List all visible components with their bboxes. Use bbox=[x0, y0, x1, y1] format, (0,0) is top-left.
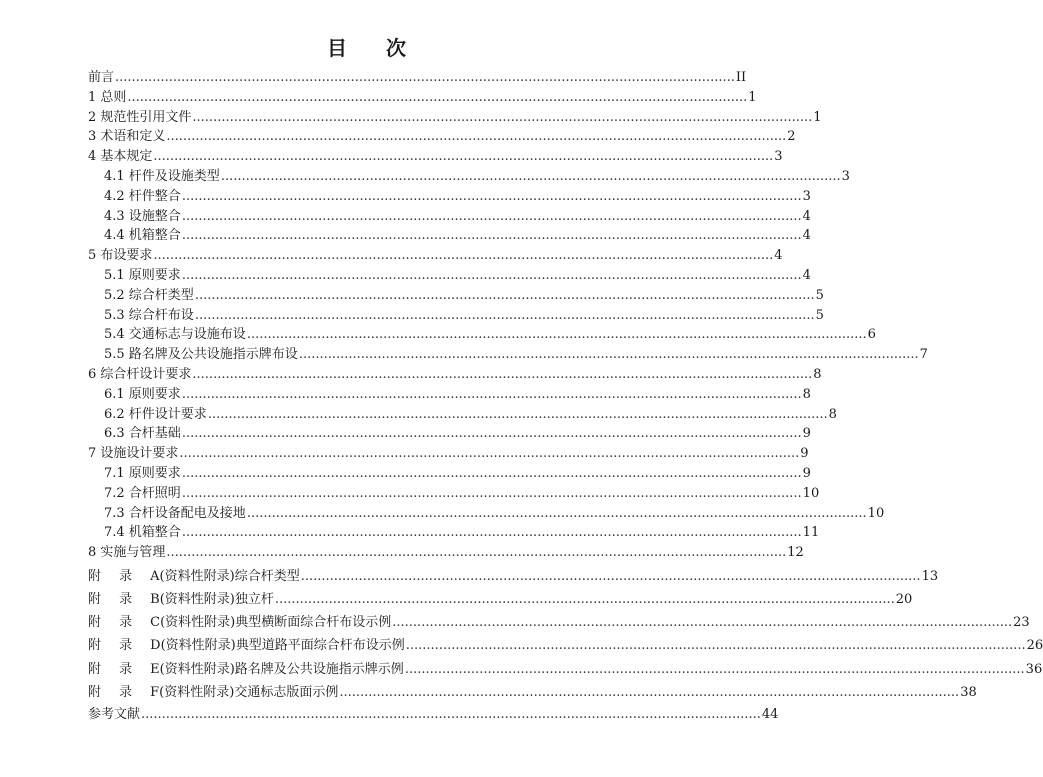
toc-entry[interactable] bbox=[88, 405, 837, 425]
toc-annex-entry[interactable] bbox=[88, 611, 1030, 634]
annex-key bbox=[88, 588, 160, 611]
page-title: 目 次 bbox=[327, 36, 422, 60]
toc-leader-dots: ...................................................................................................................................................... bbox=[404, 661, 1025, 677]
toc-entry[interactable] bbox=[88, 226, 811, 246]
annex-letter: D bbox=[150, 638, 161, 654]
toc-page-number: 13 bbox=[921, 568, 939, 584]
toc-entry-label: 5.3 综合杆布设 bbox=[104, 307, 194, 323]
toc-entry-label: 7.3 合杆设备配电及接地 bbox=[104, 505, 246, 521]
toc-entry[interactable] bbox=[88, 147, 783, 167]
toc-entry-label: 7.4 机箱整合 bbox=[104, 525, 181, 541]
toc-leader-dots: ...................................................................................................................................................... bbox=[179, 446, 800, 462]
toc-page-number: 5 bbox=[815, 307, 824, 323]
toc-entry-label: 4.3 设施整合 bbox=[104, 208, 181, 224]
toc-entry-label: 前言 bbox=[88, 70, 115, 85]
toc-entry-label: 4.4 机箱整合 bbox=[104, 228, 181, 244]
toc-leader-dots: ...................................................................................................................................................... bbox=[153, 149, 774, 165]
toc-leader-dots: ...................................................................................................................................................... bbox=[166, 129, 787, 145]
annex-title: 独立杆 bbox=[234, 592, 274, 608]
toc-entry[interactable] bbox=[88, 523, 820, 543]
toc-leader-dots: ...................................................................................................................................................... bbox=[115, 70, 735, 85]
annex-letter: E bbox=[150, 661, 160, 677]
toc-page-number: 4 bbox=[802, 267, 811, 283]
annex-prefix: 附 录 bbox=[88, 592, 133, 608]
toc-leader-dots: ...................................................................................................................................................... bbox=[246, 327, 867, 343]
toc-leader-dots: ...................................................................................................................................................... bbox=[339, 684, 960, 700]
toc-entry-label: 5 布设要求 bbox=[88, 248, 153, 264]
annex-letter: C bbox=[150, 615, 161, 631]
annex-title: 典型横断面综合杆布设示例 bbox=[235, 615, 392, 631]
toc-entry-label: 5.1 原则要求 bbox=[104, 267, 181, 283]
toc-annex-entry[interactable] bbox=[88, 658, 1043, 681]
toc-entry[interactable] bbox=[88, 424, 811, 444]
toc-page-number: 26 bbox=[1026, 638, 1043, 654]
toc-entry-label: 6.1 原则要求 bbox=[104, 386, 181, 402]
toc-entry-label: 1 总则 bbox=[88, 89, 127, 105]
toc-annex-entry[interactable] bbox=[88, 565, 939, 588]
toc-leader-dots: ...................................................................................................................................................... bbox=[141, 707, 761, 723]
toc-entry-label: 6.3 合杆基础 bbox=[104, 426, 181, 442]
toc-page-number: 5 bbox=[815, 287, 824, 303]
toc-entry-label: 7 设施设计要求 bbox=[88, 446, 179, 462]
toc-leader-dots: ...................................................................................................................................................... bbox=[181, 485, 802, 501]
toc-leader-dots: ...................................................................................................................................................... bbox=[246, 505, 867, 521]
toc-entry[interactable] bbox=[88, 207, 811, 227]
annex-letter: B bbox=[150, 592, 160, 608]
toc-page-number: 9 bbox=[800, 446, 809, 462]
toc-entry[interactable] bbox=[88, 325, 876, 345]
toc-leader-dots: ...................................................................................................................................................... bbox=[181, 188, 802, 204]
annex-key bbox=[88, 681, 159, 704]
toc-page-number: 44 bbox=[761, 707, 779, 723]
annex-prefix: 附 录 bbox=[88, 661, 133, 677]
toc-page-number: 4 bbox=[802, 228, 811, 244]
toc-leader-dots: ...................................................................................................................................................... bbox=[181, 525, 802, 541]
toc-entry-label: 7.1 原则要求 bbox=[104, 465, 181, 481]
toc-annex-entry[interactable] bbox=[88, 681, 977, 704]
toc-entry-label: 4 基本规定 bbox=[88, 149, 153, 165]
toc-entry[interactable] bbox=[88, 444, 809, 464]
toc-entry[interactable] bbox=[88, 306, 824, 326]
toc-page-number: 3 bbox=[802, 188, 811, 204]
toc-page-number: 3 bbox=[774, 149, 783, 165]
annex-type: (资料性附录) bbox=[160, 615, 236, 631]
toc-annexes bbox=[88, 565, 1043, 704]
toc-entry-label: 4.1 杆件及设施类型 bbox=[104, 168, 220, 184]
toc-leader-dots: ...................................................................................................................................................... bbox=[181, 386, 802, 402]
annex-key bbox=[88, 611, 160, 634]
annex-title: 典型道路平面综合杆布设示例 bbox=[235, 638, 405, 654]
annex-type: (资料性附录) bbox=[159, 684, 235, 700]
toc-leader-dots: ...................................................................................................................................................... bbox=[220, 168, 841, 184]
toc-entry[interactable] bbox=[88, 365, 822, 385]
toc-entry[interactable] bbox=[88, 345, 928, 365]
toc-leader-dots: ...................................................................................................................................................... bbox=[153, 248, 774, 264]
toc-annex-entry[interactable] bbox=[88, 588, 913, 611]
toc-leader-dots: ...................................................................................................................................................... bbox=[298, 347, 919, 363]
toc-leader-dots: ...................................................................................................................................................... bbox=[194, 287, 815, 303]
annex-prefix: 附 录 bbox=[88, 615, 133, 631]
toc-page-number: 6 bbox=[867, 327, 876, 343]
toc-entry[interactable] bbox=[88, 68, 747, 88]
toc-page-number: 1 bbox=[813, 109, 822, 125]
toc-entry-label: 7.2 合杆照明 bbox=[104, 485, 181, 501]
toc-page-number: 8 bbox=[828, 406, 837, 422]
toc-leader-dots: ...................................................................................................................................................... bbox=[181, 465, 802, 481]
toc-entry-label: 4.2 杆件整合 bbox=[104, 188, 181, 204]
toc-entry[interactable] bbox=[88, 266, 811, 286]
annex-title: 交通标志版面示例 bbox=[234, 684, 339, 700]
toc-page-number: 9 bbox=[802, 465, 811, 481]
toc-leader-dots: ...................................................................................................................................................... bbox=[181, 228, 802, 244]
annex-key bbox=[88, 658, 160, 681]
annex-key bbox=[88, 634, 161, 657]
annex-type: (资料性附录) bbox=[159, 592, 235, 608]
toc-page-number: 9 bbox=[802, 426, 811, 442]
table-of-contents bbox=[88, 68, 1043, 725]
toc-page-number: 11 bbox=[802, 525, 820, 541]
toc-entry[interactable] bbox=[88, 167, 850, 187]
toc-entry[interactable] bbox=[88, 543, 804, 563]
toc-entry[interactable] bbox=[88, 385, 811, 405]
annex-prefix: 附 录 bbox=[88, 638, 133, 654]
toc-page-number: 20 bbox=[895, 592, 913, 608]
toc-entry-label: 8 实施与管理 bbox=[88, 545, 166, 561]
toc-entry-label: 5.5 路名牌及公共设施指示牌布设 bbox=[104, 347, 298, 363]
toc-page-number: 8 bbox=[813, 366, 822, 382]
toc-page-number: 8 bbox=[802, 386, 811, 402]
toc-entry-label: 5.2 综合杆类型 bbox=[104, 287, 194, 303]
toc-page-number: 4 bbox=[774, 248, 783, 264]
toc-entry[interactable] bbox=[88, 187, 811, 207]
toc-entry[interactable] bbox=[88, 88, 757, 108]
toc-page-number: 7 bbox=[919, 347, 928, 363]
toc-leader-dots: ...................................................................................................................................................... bbox=[192, 366, 813, 382]
toc-leader-dots: ...................................................................................................................................................... bbox=[181, 267, 802, 283]
toc-page-number: 10 bbox=[802, 485, 820, 501]
annex-title: 路名牌及公共设施指示牌示例 bbox=[234, 661, 404, 677]
toc-leader-dots: ...................................................................................................................................................... bbox=[192, 109, 813, 125]
toc-page-number: 12 bbox=[787, 545, 804, 561]
toc-page-number: 4 bbox=[802, 208, 811, 224]
toc-leader-dots: ...................................................................................................................................................... bbox=[300, 568, 921, 584]
annex-prefix: 附 录 bbox=[88, 568, 133, 584]
toc-entry[interactable] bbox=[88, 464, 811, 484]
annex-title: 综合杆类型 bbox=[234, 568, 300, 584]
toc-leader-dots: ...................................................................................................................................................... bbox=[181, 426, 802, 442]
toc-leader-dots: ...................................................................................................................................................... bbox=[207, 406, 828, 422]
toc-entry-label: 6.2 杆件设计要求 bbox=[104, 406, 207, 422]
toc-page-number: 36 bbox=[1025, 661, 1043, 677]
toc-page-number: 1 bbox=[748, 89, 757, 105]
toc-entry-label: 5.4 交通标志与设施布设 bbox=[104, 327, 246, 343]
toc-leader-dots: ...................................................................................................................................................... bbox=[166, 545, 787, 561]
toc-page-number: II bbox=[735, 70, 747, 85]
toc-entry-references[interactable] bbox=[88, 705, 779, 725]
annex-letter: F bbox=[150, 684, 160, 700]
toc-entry-label: 3 术语和定义 bbox=[88, 129, 166, 145]
toc-entry[interactable] bbox=[88, 246, 783, 266]
toc-entry-label: 参考文献 bbox=[88, 707, 141, 723]
annex-prefix: 附 录 bbox=[88, 684, 133, 700]
toc-entry-label: 6 综合杆设计要求 bbox=[88, 366, 192, 382]
toc-entry[interactable] bbox=[88, 108, 822, 128]
annex-type: (资料性附录) bbox=[159, 568, 235, 584]
toc-entries bbox=[88, 68, 928, 563]
toc-page-number: 10 bbox=[867, 505, 885, 521]
annex-key bbox=[88, 565, 160, 588]
toc-annex-entry[interactable] bbox=[88, 634, 1043, 657]
toc-entry-label: 2 规范性引用文件 bbox=[88, 109, 192, 125]
toc-page-number: 38 bbox=[960, 684, 977, 700]
toc-leader-dots: ...................................................................................................................................................... bbox=[194, 307, 815, 323]
toc-entry[interactable] bbox=[88, 286, 824, 306]
annex-type: (资料性附录) bbox=[160, 638, 236, 654]
toc-leader-dots: ...................................................................................................................................................... bbox=[274, 592, 895, 608]
toc-leader-dots: ...................................................................................................................................................... bbox=[127, 89, 748, 105]
toc-page-number: 2 bbox=[787, 129, 796, 145]
toc-leader-dots: ...................................................................................................................................................... bbox=[405, 638, 1026, 654]
toc-entry[interactable] bbox=[88, 127, 796, 147]
annex-letter: A bbox=[150, 568, 160, 584]
toc-leader-dots: ...................................................................................................................................................... bbox=[181, 208, 802, 224]
toc-entry[interactable] bbox=[88, 484, 820, 504]
annex-type: (资料性附录) bbox=[159, 661, 235, 677]
toc-page-number: 23 bbox=[1013, 615, 1030, 631]
toc-page-number: 3 bbox=[841, 168, 850, 184]
toc-leader-dots: ...................................................................................................................................................... bbox=[392, 615, 1013, 631]
toc-entry[interactable] bbox=[88, 504, 885, 524]
